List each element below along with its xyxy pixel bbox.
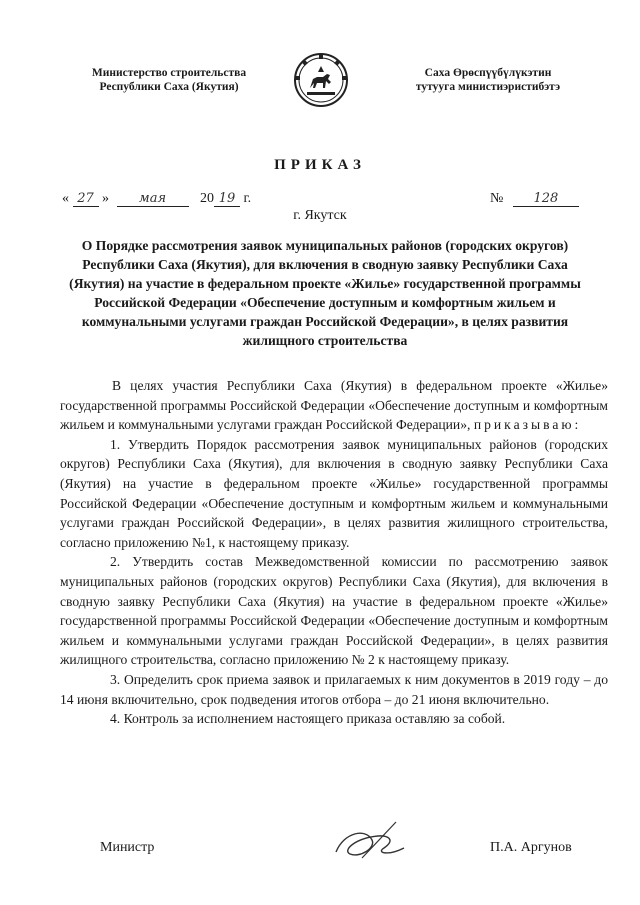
date-month: мая [117, 191, 189, 207]
order-item-4: 4. Контроль за исполнением настоящего приказа оставляю за собой. [110, 711, 506, 727]
ministry-name-yakut [388, 66, 588, 94]
order-number [490, 191, 579, 207]
order-body [60, 376, 608, 729]
date-open-quote: « [62, 191, 69, 206]
order-subject: О Порядке рассмотрения заявок муниципальных районов (городских округов) Республики Саха (Якутия), для включения в сводную заявку Республики Саха (Якутия) на участие в федеральном проекте «Жилье» государственной программы Российской Федерации «Обеспечение доступным и комфортным жильем и коммунальными услугами граждан Российской Федерации», в целях развития жилищного строительства [69, 238, 581, 348]
order-date [62, 191, 251, 207]
handwritten-signature [326, 818, 416, 864]
signatory-name: П.А. Аргунов [490, 840, 572, 855]
coat-of-arms-emblem-icon [293, 52, 349, 108]
decree-word: приказываю: [473, 417, 582, 433]
order-number-value: 128 [513, 191, 579, 207]
preamble-text: В целях участия Республики Саха (Якутия) в федеральном проекте «Жилье» государственной программы Российской Федерации «Обеспечение доступным и комфортным жильем и коммунальными услугами граждан Российской Федерации», [60, 378, 608, 433]
ministry-name-russian [84, 66, 254, 94]
order-city: г. Якутск [293, 208, 347, 223]
signatory-position: Министр [100, 840, 155, 855]
ministry-name-yakut-line-1: Саха Өрөспүүбүлүкэтин [424, 67, 552, 79]
date-day: 27 [73, 191, 99, 207]
order-title: ПРИКАЗ [274, 157, 366, 173]
ministry-name-yakut-line-2: тутууга министиэристибэтэ [415, 81, 561, 93]
date-year-unit: г. [243, 191, 252, 206]
date-year-prefix: 20 [200, 191, 214, 206]
date-year-suffix: 19 [214, 191, 240, 207]
order-item-2: 2. Утвердить состав Межведомственной комиссии по рассмотрению заявок муниципальных районов (городских округов) Республики Саха (Якутия), для включения в сводную заявку Республики Саха (Якутия) на участие в федеральном проекте «Жилье» государственной программы Российской Федерации «Обеспечение доступным и комфортным жильем и коммунальными услугами граждан Российской Федерации», в целях развития жилищного строительства, согласно приложению № 2 к настоящему приказу. [60, 554, 608, 668]
order-number-label: № [490, 191, 504, 206]
order-item-1: 1. Утвердить Порядок рассмотрения заявок муниципальных районов (городских округов) Республики Саха (Якутия), для включения в сводную заявку Республики Саха (Якутия) на участие в федеральном проекте «Жилье» государственной программы Российской Федерации «Обеспечение доступным и комфортным жильем и коммунальными услугами граждан Российской Федерации», в целях развития жилищного строительства, согласно приложению №1, к настоящему приказу. [60, 436, 608, 550]
ministry-name-line-2: Республики Саха (Якутия) [99, 81, 239, 93]
date-close-quote: » [102, 191, 109, 206]
ministry-name-line-1: Министерство строительства [91, 67, 247, 79]
order-item-3: 3. Определить срок приема заявок и прилагаемых к ним документов в 2019 году – до 14 июня включительно, срок подведения итогов отбора – до 21 июня включительно. [60, 671, 608, 707]
preamble-paragraph [60, 376, 608, 435]
